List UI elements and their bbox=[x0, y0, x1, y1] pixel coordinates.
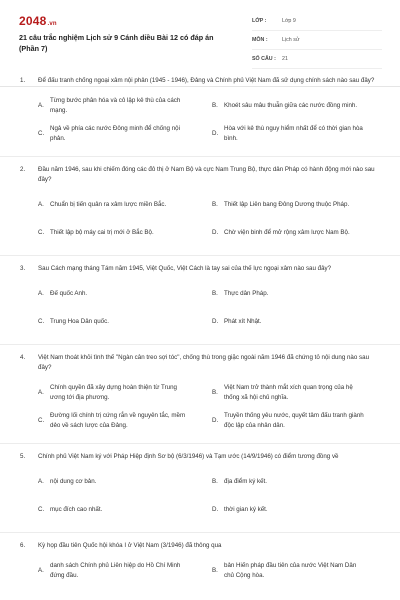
question-number: 4. bbox=[20, 354, 26, 361]
option-letter: D. bbox=[212, 318, 219, 325]
question-divider bbox=[0, 443, 400, 444]
option-text: bản Hiến pháp đầu tiên của nước Việt Nam Dân chủ Cộng hòa. bbox=[224, 562, 357, 579]
answer-option[interactable] bbox=[38, 120, 212, 148]
option-letter: C. bbox=[38, 229, 45, 236]
option-text: Chuẩn bị tiến quân ra xâm lược miền Bắc. bbox=[50, 201, 167, 208]
question-list bbox=[0, 76, 400, 585]
question-divider bbox=[0, 532, 400, 533]
answer-option[interactable] bbox=[38, 496, 212, 524]
logo-ext: .vn bbox=[47, 21, 57, 27]
answer-option[interactable] bbox=[212, 219, 386, 247]
question-divider bbox=[0, 156, 400, 157]
question-text: Chính phủ Việt Nam ký với Pháp Hiệp định Sơ bộ (6/3/1946) và Tạm ước (14/9/1946) có điểm tương đồng về bbox=[38, 453, 339, 460]
question-number: 3. bbox=[20, 265, 26, 272]
answer-option[interactable] bbox=[38, 280, 212, 308]
answer-options bbox=[38, 468, 378, 524]
option-text: Chờ viện binh để mở rộng xâm lược Nam Bộ. bbox=[224, 229, 350, 236]
option-text: Chính quyền đã xây dựng hoàn thiện từ Trung ương tới địa phương. bbox=[50, 384, 177, 401]
option-text: Khoét sâu mâu thuẫn giữa các nước đồng minh. bbox=[224, 102, 358, 109]
question-text: Kỳ họp đầu tiên Quốc hội khóa I ở Việt Nam (3/1946) đã thông qua bbox=[38, 542, 222, 549]
answer-option[interactable] bbox=[38, 407, 212, 435]
option-letter: A. bbox=[38, 478, 44, 485]
option-letter: B. bbox=[212, 290, 218, 297]
option-text: Đế quốc Anh. bbox=[50, 290, 88, 297]
answer-option[interactable] bbox=[212, 280, 386, 308]
answer-options bbox=[38, 379, 378, 435]
option-letter: A. bbox=[38, 201, 44, 208]
option-letter: B. bbox=[212, 478, 218, 485]
option-letter: D. bbox=[212, 229, 219, 236]
option-text: Việt Nam trở thành mắt xích quan trọng của hệ thống xã hội chủ nghĩa. bbox=[224, 384, 353, 401]
meta-row bbox=[252, 12, 382, 31]
option-letter: B. bbox=[212, 201, 218, 208]
meta-label: LỚP : bbox=[252, 18, 267, 24]
question-text: Để đấu tranh chống ngoại xâm nội phản (1945 - 1946), Đảng và Chính phủ Việt Nam đã sử dụng chính sách nào sau đây? bbox=[38, 77, 375, 84]
option-text: Thiết lập bộ máy cai trị mới ở Bắc Bộ. bbox=[50, 229, 154, 236]
answer-option[interactable] bbox=[38, 191, 212, 219]
answer-options bbox=[38, 191, 378, 247]
page-title: 21 câu trắc nghiệm Lịch sử 9 Cánh diều Bài 12 có đáp án (Phần 7) bbox=[19, 33, 214, 53]
option-letter: D. bbox=[212, 130, 219, 137]
question-item bbox=[0, 452, 400, 524]
question-item bbox=[0, 76, 400, 148]
meta-value: 21 bbox=[282, 56, 288, 62]
option-text: Truyền thống yêu nước, quyết tâm đấu tranh giành độc lập của nhân dân. bbox=[224, 412, 364, 429]
question-item bbox=[0, 264, 400, 336]
option-letter: B. bbox=[212, 102, 218, 109]
question-divider bbox=[0, 255, 400, 256]
answer-option[interactable] bbox=[212, 120, 386, 148]
option-text: Ngả về phía các nước Đông minh để chống nội phản. bbox=[50, 125, 180, 142]
question-item bbox=[0, 353, 400, 435]
option-letter: B. bbox=[212, 567, 218, 574]
question-text: Sau Cách mạng tháng Tám năm 1945, Việt Quốc, Việt Cách là tay sai của thế lực ngoại xâm nào sau đây? bbox=[38, 265, 332, 272]
option-text: Đường lối chính trị cứng rắn về nguyên tắc, mềm dẻo về sách lược của Đảng. bbox=[50, 412, 186, 429]
answer-option[interactable] bbox=[38, 308, 212, 336]
answer-option[interactable] bbox=[212, 557, 386, 585]
option-text: Hòa với kẻ thù nguy hiểm nhất để có thời gian hòa bình. bbox=[224, 125, 363, 142]
option-letter: A. bbox=[38, 290, 44, 297]
option-letter: A. bbox=[38, 567, 44, 574]
meta-value: Lớp 9 bbox=[282, 18, 296, 24]
logo-text: 2048 bbox=[19, 14, 47, 28]
meta-value: Lịch sử bbox=[282, 37, 300, 43]
option-text: Trung Hoa Dân quốc. bbox=[50, 318, 109, 325]
answer-options bbox=[38, 557, 378, 585]
answer-option[interactable] bbox=[212, 191, 386, 219]
meta-label: SỐ CÂU : bbox=[252, 56, 276, 62]
answer-option[interactable] bbox=[38, 219, 212, 247]
answer-option[interactable] bbox=[38, 92, 212, 120]
answer-option[interactable] bbox=[38, 468, 212, 496]
meta-table bbox=[252, 12, 382, 69]
option-text: Phát xít Nhật. bbox=[224, 318, 262, 325]
option-letter: D. bbox=[212, 417, 219, 424]
option-letter: C. bbox=[38, 417, 45, 424]
answer-options bbox=[38, 280, 378, 336]
question-number: 5. bbox=[20, 453, 26, 460]
answer-option[interactable] bbox=[212, 379, 386, 407]
answer-option[interactable] bbox=[212, 468, 386, 496]
option-text: danh sách Chính phủ Liên hiệp do Hồ Chí Minh đứng đầu. bbox=[50, 562, 181, 579]
answer-option[interactable] bbox=[212, 496, 386, 524]
answer-option[interactable] bbox=[212, 308, 386, 336]
option-letter: D. bbox=[212, 506, 219, 513]
question-number: 6. bbox=[20, 542, 26, 549]
meta-row bbox=[252, 31, 382, 50]
question-text: Đầu năm 1946, sau khi chiếm đóng các đô thị ở Nam Bộ và cực Nam Trung Bộ, thực dân Pháp có hành động mới nào sau đây? bbox=[38, 166, 375, 183]
option-text: Từng bước phân hóa và cô lập kẻ thù của cách mạng. bbox=[50, 97, 181, 114]
option-letter: B. bbox=[212, 389, 218, 396]
option-text: mục đích cao nhất. bbox=[50, 506, 103, 513]
answer-option[interactable] bbox=[212, 407, 386, 435]
option-letter: A. bbox=[38, 389, 44, 396]
option-text: thời gian ký kết. bbox=[224, 506, 268, 513]
question-number: 2. bbox=[20, 166, 26, 173]
question-divider bbox=[0, 344, 400, 345]
option-letter: A. bbox=[38, 102, 44, 109]
option-text: Thiết lập Liên bang Đông Dương thuộc Pháp. bbox=[224, 201, 350, 208]
answer-option[interactable] bbox=[38, 557, 212, 585]
meta-label: MÔN : bbox=[252, 37, 268, 43]
answer-option[interactable] bbox=[38, 379, 212, 407]
option-text: nội dung cơ bản. bbox=[50, 478, 97, 485]
site-logo[interactable] bbox=[19, 14, 57, 28]
option-letter: C. bbox=[38, 506, 45, 513]
option-letter: C. bbox=[38, 130, 45, 137]
question-item bbox=[0, 541, 400, 585]
question-number: 1. bbox=[20, 77, 26, 84]
meta-row bbox=[252, 50, 382, 69]
question-text: Việt Nam thoát khỏi tình thế "Ngàn cân treo sợi tóc", chống thù trong giặc ngoài năm 1946 đã chứng tỏ nội dung nào sau đây? bbox=[38, 354, 370, 371]
option-text: địa điểm ký kết. bbox=[224, 478, 267, 485]
page-header bbox=[0, 0, 400, 87]
answer-option[interactable] bbox=[212, 92, 386, 120]
option-text: Thực dân Pháp. bbox=[224, 290, 269, 297]
answer-options bbox=[38, 92, 378, 148]
question-item bbox=[0, 165, 400, 247]
option-letter: C. bbox=[38, 318, 45, 325]
